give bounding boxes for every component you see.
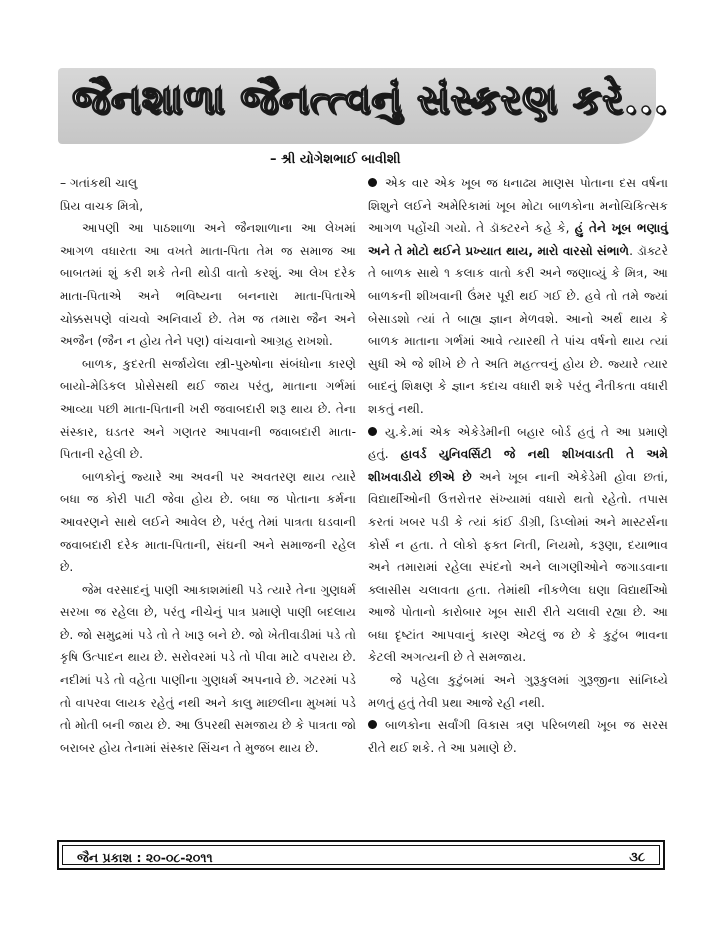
- footer-inner-border: [62, 845, 660, 865]
- paragraph: જે પહેલા કુટુંબમાં અને ગુરૂકુલમાં ગુરૂજીના સાંનિધ્યે મળતું હતું તેવી પ્રથા આજે રહી નથી.: [368, 673, 668, 710]
- bullet-paragraph: યુ.કે.માં એક એકેડેમીની બહાર બોર્ડ હતું તે આ પ્રમાણે હતું. હાવર્ડ યુનિવર્સિટી જે નથી શીખવાડતી તે અમે શીખવાડીયે છીએ છે અને ખૂબ નાની એકેડેમી હોવા છતાં, વિદ્યાર્થીઓની ઉત્તરોત્તર સંખ્યામાં વધારો થતો રહેતો. તપાસ કરતાં ખબર પડી કે ત્યાં કાંઈ ડીગ્રી, ડિપ્લોમાં અને માસ્ટર્સના કોર્સ ન હતા. તે લોકો ફક્ત નિતી, નિયમો, કરૂણા, દયાભાવ અને તમારામાં રહેલા સ્પંદનો અને લાગણીઓને જગાડવાના ક્લાસીસ ચલાવતા હતા. તેમાંથી નીકળેલા ઘણા વિદ્યાર્થીઓ આજે પોતાનો કારોબાર ખૂબ સારી રીતે ચલાવી રહ્યા છે. આ બધા દૃષ્ટાંત આપવાનું કારણ એટલું જ છે કે કુટુંબ ભાવના કેટલી અગત્યની છે તે સમજાય.: [368, 424, 669, 665]
- author-byline: – શ્રી યોગેશભાઈ બાવીશી: [270, 152, 401, 167]
- right-column: [368, 172, 668, 759]
- paragraph: બાળક, કુદરતી સર્જાયેલા સ્ત્રી-પુરુષોના સંબંધોના કારણે બાયો-મેડિકલ પ્રોસેસથી થઈ જાય પરંતુ, માતાના ગર્ભમાં આવ્યા પછી માતા-પિતાની ખરી જવાબદારી શરૂ થાય છે. તેના સંસ્કાર, ઘડતર અને ગણતર આપવાની જવાબદારી માતા-પિતાની રહેલી છે.: [60, 356, 356, 462]
- article-title: જૈનશાળા જૈનત્ત્વનું સંસ્કરણ કરે...: [72, 76, 669, 123]
- bullet-icon: [368, 178, 377, 187]
- bullet-icon: [368, 720, 377, 729]
- paragraph: આપણી આ પાઠશાળા અને જૈનશાળાના આ લેખમાં આગળ વધારતા આ વખતે માતા-પિતા તેમ જ સમાજ આ બાબતમાં શું કરી શકે તેની થોડી વાતો કરશું. આ લેખ દરેક માતા-પિતાએ અને ભવિષ્યના બનનારા માતા-પિતાએ ચોક્કસપણે વાંચવો અનિવાર્ય છે. તેમ જ તમારા જૈન અને અજૈન (જૈન ન હોય તેને પણ) વાંચવાનો આગ્રહ રાખશો.: [60, 221, 356, 349]
- left-column: [60, 172, 356, 759]
- publication-info: જૈન પ્રકાશ : ૨૦-૦૮-૨૦૧૧: [77, 850, 213, 865]
- page-footer: [57, 840, 665, 870]
- paragraph: જેમ વરસાદનું પાણી આકાશમાંથી પડે ત્યારે તેના ગુણધર્મ સરખા જ રહેલા છે, પરંતુ નીચેનું પાત્ર પ્રમાણે પાણી બદલાય છે. જો સમુદ્રમાં પડે તો તે ખારૂ બને છે. જો ખેતીવાડીમાં પડે તો કૃષિ ઉત્પાદન થાય છે. સરોવરમાં પડે તો પીવા માટે વપરાય છે. નદીમાં પડે તો વહેતા પાણીના ગુણધર્મ અપનાવે છે. ગટરમાં પડે તો વાપરવા લાયક રહેતું નથી અને કાલુ માછલીના મુખમાં પડે તો મોતી બની જાય છે. આ ઉપરથી સમજાય છે કે પાત્રતા જો બરાબર હોય તેનામાં સંસ્કાર સિંચન તે મુજબ થાય છે.: [60, 582, 356, 755]
- bullet-icon: [368, 427, 377, 436]
- paragraph: બાળકોનું જ્યારે આ અવની પર અવતરણ થાય ત્યારે બધા જ કોરી પાટી જેવા હોય છે. બધા જ પોતાના કર્મના આવરણને સાથે લઈને આવેલ છે, પરંતુ તેમાં પાત્રતા ઘડવાની જવાબદારી દરેક માતા-પિતાની, સંઘની અને સમાજની રહેલ છે.: [60, 469, 356, 575]
- page-number: ૩૮: [629, 850, 645, 865]
- emphasis-text: હાવર્ડ યુનિવર્સિટી જે નથી શીખવાડતી તે અમે શીખવાડીયે છીએ છે: [368, 447, 668, 484]
- salutation: પ્રિય વાચક મિત્રો,: [60, 198, 144, 213]
- continued-note: – ગતાંકથી ચાલુ: [60, 176, 138, 190]
- bullet-paragraph: બાળકોના સર્વાંગી વિકાસ ત્રણ પરિબળથી ખૂબ જ સરસ રીતે થઈ શકે. તે આ પ્રમાણે છે.: [368, 718, 668, 755]
- emphasis-text: હું તેને ખૂબ ભણાવું અને તે મોટો થઈને પ્રખ્યાત થાય, મારો વારસો સંભાળે: [368, 221, 668, 258]
- bullet-paragraph: એક વાર એક ખૂબ જ ધનાઢ્ય માણસ પોતાના દસ વર્ષના શિશુને લઈને અમેરિકામાં ખૂબ મોટા બાળકોના મનોચિકિત્સક આગળ પહોંચી ગયો. તે ડૉક્ટરને કહે કે, હું તેને ખૂબ ભણાવું અને તે મોટો થઈને પ્રખ્યાત થાય, મારો વારસો સંભાળે. ડૉક્ટરે તે બાળક સાથે ૧ કલાક વાતો કરી અને જણાવ્યું કે મિત્ર, આ બાળકની શીખવાની ઉંમર પૂરી થઈ ગઈ છે. હવે તો તમે જ્યાં બેસાડશો ત્યાં તે બાહ્ય જ્ઞાન મેળવશે. આનો અર્થ થાય કે બાળક માતાના ગર્ભમાં આવે ત્યારથી તે પાંચ વર્ષનો થાય ત્યાં સુધી એ જે શીખે છે તે અતિ મહત્ત્વનું હોય છે. જ્યારે ત્યાર બાદનું શિક્ષણ કે જ્ઞાન કદાચ વધારી શકે પરંતુ નૈતીકતા વધારી શકતું નથી.: [368, 176, 669, 416]
